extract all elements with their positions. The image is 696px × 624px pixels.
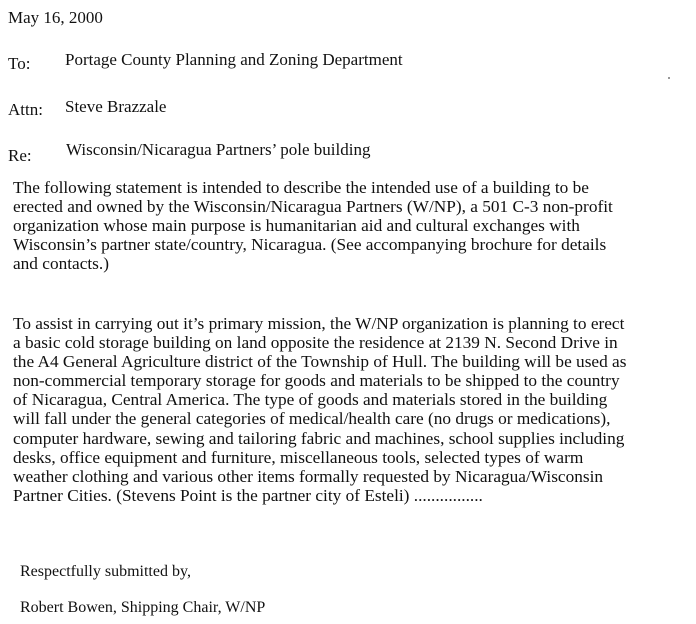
paragraph-2-line: desks, office equipment and furniture, miscellaneous tools, selected types of warm (13, 447, 584, 467)
attn-label: Attn: (8, 100, 43, 119)
paragraph-2-line: computer hardware, sewing and tailoring fabric and machines, school supplies including (13, 428, 625, 448)
paragraph-1-line: The following statement is intended to describe the intended use of a building to be (13, 178, 589, 197)
paragraph-2-line: the A4 General Agriculture district of the Township of Hull. The building will be used as (13, 352, 627, 372)
paragraph-2-line: will fall under the general categories of medical/health care (no drugs or medications), (13, 409, 611, 429)
paragraph-1-line: organization whose main purpose is humanitarian aid and cultural exchanges with (13, 216, 580, 236)
to-label: To: (8, 54, 31, 73)
paragraph-2-line: non-commercial temporary storage for goods and materials to be shipped to the country (13, 371, 620, 391)
paragraph-1-line: erected and owned by the Wisconsin/Nicaragua Partners (W/NP), a 501 C-3 non-profit (13, 197, 613, 217)
paragraph-2-line: weather clothing and various other items formally requested by Nicaragua/Wisconsin (13, 466, 604, 486)
scan-speck (668, 77, 670, 79)
letter-date: May 16, 2000 (8, 8, 103, 27)
paragraph-1 (13, 178, 613, 273)
paragraph-2-line: a basic cold storage building on land opposite the residence at 2139 N. Second Drive in (13, 333, 618, 353)
paragraph-2-line: of Nicaragua, Central America. The type of goods and materials stored in the building (13, 390, 608, 410)
re-value: Wisconsin/Nicaragua Partners’ pole building (66, 140, 371, 159)
paragraph-2-line: To assist in carrying out it’s primary mission, the W/NP organization is planning to erect (13, 314, 625, 333)
closing-line: Respectfully submitted by, (20, 563, 191, 580)
paragraph-1-line: and contacts.) (13, 254, 109, 274)
re-label: Re: (8, 146, 32, 165)
paragraph-2-line: Partner Cities. (Stevens Point is the partner city of Esteli) ................ (13, 485, 483, 505)
attn-value: Steve Brazzale (65, 97, 167, 116)
paragraph-1-line: Wisconsin’s partner state/country, Nicaragua. (See accompanying brochure for details (13, 235, 607, 255)
signature-line: Robert Bowen, Shipping Chair, W/NP (20, 599, 266, 616)
to-value: Portage County Planning and Zoning Department (65, 50, 403, 69)
paragraph-2 (13, 314, 626, 505)
